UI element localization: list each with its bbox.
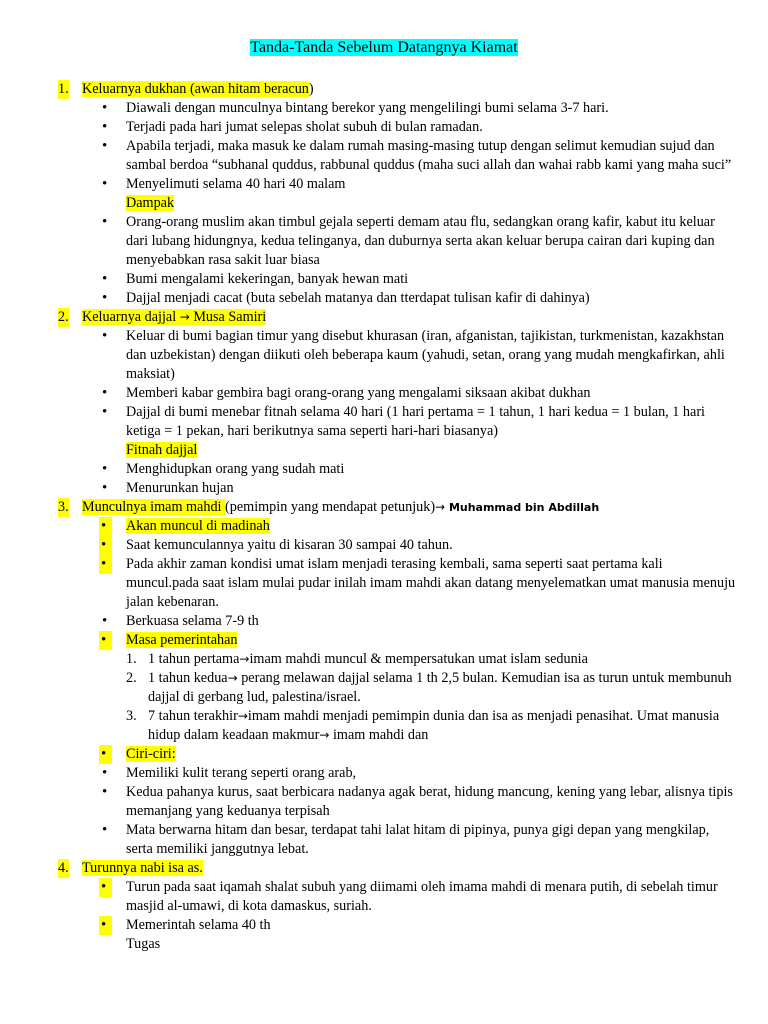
list-item: • Menyelimuti selama 40 hari 40 malam <box>58 175 738 194</box>
list-item-text: Akan muncul di madinah <box>126 518 270 534</box>
list-item: • Orang-orang muslim akan timbul gejala seperti demam atau flu, sedangkan orang kafir, kabut itu keluar dari lubang hidungnya, kedua telinganya, dan duburnya serta akan keluar berupa cairan dari kuping dan menyebabkan rasa sakit luar biasa <box>58 213 738 270</box>
list-item: • Turun pada saat iqamah shalat subuh yang diimami oleh imama mahdi di menara putih, di sebelah timur masjid al-umawi, di kota damaskus, suriah. <box>58 878 738 916</box>
subheading-fitnah <box>58 441 738 460</box>
subheading-tugas: Tugas <box>126 936 161 952</box>
list-item: • Bumi mengalami kekeringan, banyak hewan mati <box>58 270 738 289</box>
list-item-text: Masa pemerintahan <box>126 632 238 648</box>
list-item: • Kedua pahanya kurus, saat berbicara nadanya agak berat, hidung mancung, kening yang lebar, alisnya tipis memanjang yang keduanya terpisah <box>58 783 738 821</box>
list-item <box>58 517 738 536</box>
section-title: Keluarnya dukhan (awan hitam beracun <box>82 81 309 97</box>
item-text: perang melawan dajjal selama 1 th 2,5 bulan. Kemudian isa as turun untuk membunuh dajjal di gerbang lud, palestina/israel. <box>148 670 732 705</box>
list-item: • Diawali dengan munculnya bintang berekor yang mengelilingi bumi selama 3-7 hari. <box>58 99 738 118</box>
item-number: 3. <box>126 708 137 724</box>
section-title-paren: (pemimpin yang mendapat petunjuk) <box>225 499 436 515</box>
section-number: 4. <box>58 860 69 876</box>
item-text: imam mahdi menjadi pemimpin dunia dan isa as menjadi penasihat. Umat manusia hidup dalam keadaan makmur <box>148 708 720 743</box>
subheading-label: Fitnah dajjal <box>126 442 198 458</box>
list-item <box>58 631 738 650</box>
item-text: 1 tahun pertama <box>148 651 240 667</box>
section-2-heading <box>58 308 738 327</box>
numbered-item <box>58 669 738 707</box>
section-title-part: Keluarnya dajjal <box>82 309 180 325</box>
list-item: • Apabila terjadi, maka masuk ke dalam rumah masing-masing tutup dengan selimut kemudian sujud dan sambal berdoa “subhanal quddus, rabbunal quddus (maha suci allah dan wahai rabb kami yang maha suci” <box>58 137 738 175</box>
list-item: • Berkuasa selama 7-9 th <box>58 612 738 631</box>
list-item <box>58 745 738 764</box>
section-1-heading <box>58 80 738 99</box>
section-title-tail: ) <box>308 81 314 97</box>
numbered-item <box>58 650 738 669</box>
arrow-right-icon: → <box>435 500 446 514</box>
list-item: • Pada akhir zaman kondisi umat islam menjadi terasing kembali, sama seperti saat pertama kali muncul.pada saat islam mulai pudar inilah imam mahdi akan datang menyelematkan umat manusia menuju jalan kebenaran. <box>58 555 738 612</box>
section-number: 3. <box>58 499 69 515</box>
document-body <box>58 80 738 954</box>
numbered-item <box>58 707 738 745</box>
section-number: 1. <box>58 81 69 97</box>
list-item: • Menurunkan hujan <box>58 479 738 498</box>
list-item: • Memerintah selama 40 th <box>58 916 738 935</box>
arrow-right-icon: → <box>179 310 190 324</box>
list-item: • Keluar di bumi bagian timur yang disebut khurasan (iran, afganistan, tajikistan, turkmenistan, kazakhstan dan uzbekistan) dengan diikuti oleh beberapa kaum (yahudi, setan, orang yang mudah mengkafirkan, ahli maksiat) <box>58 327 738 384</box>
item-number: 1. <box>126 651 137 667</box>
list-item: • Dajjal menjadi cacat (buta sebelah matanya dan tterdapat tulisan kafir di dahinya) <box>58 289 738 308</box>
subheading-dampak <box>58 194 738 213</box>
arrow-right-icon: → <box>227 671 238 685</box>
section-4-heading <box>58 859 738 878</box>
section-title-name: Muhammad bin Abdillah <box>445 501 600 514</box>
page-title: Tanda-Tanda Sebelum Datangnya Kiamat <box>250 39 518 56</box>
arrow-right-icon: → <box>319 728 330 742</box>
item-text: imam mahdi dan <box>329 727 429 743</box>
list-item-text: Ciri-ciri: <box>126 746 176 762</box>
arrow-right-icon: → <box>237 709 248 723</box>
arrow-right-icon: → <box>239 652 250 666</box>
list-item: • Menghidupkan orang yang sudah mati <box>58 460 738 479</box>
section-title <box>82 309 266 325</box>
title-block <box>0 37 768 58</box>
section-title: Munculnya imam mahdi <box>82 499 226 515</box>
section-3-heading <box>58 498 738 517</box>
section-title-part: Musa Samiri <box>189 309 267 325</box>
section-title: Turunnya nabi isa as. <box>82 860 203 876</box>
item-number: 2. <box>126 670 137 686</box>
list-item: • Mata berwarna hitam dan besar, terdapat tahi lalat hitam di pipinya, punya gigi depan yang mengkilap, serta memiliki janggutnya lebat. <box>58 821 738 859</box>
list-item: • Saat kemunculannya yaitu di kisaran 30 sampai 40 tahun. <box>58 536 738 555</box>
list-item: • Dajjal di bumi menebar fitnah selama 40 hari (1 hari pertama = 1 tahun, 1 hari kedua = 1 bulan, 1 hari ketiga = 1 pekan, hari berikutnya sama seperti hari-hari biasanya) <box>58 403 738 441</box>
list-item: • Memiliki kulit terang seperti orang arab, <box>58 764 738 783</box>
list-item: • Memberi kabar gembira bagi orang-orang yang mengalami siksaan akibat dukhan <box>58 384 738 403</box>
list-item: • Terjadi pada hari jumat selepas sholat subuh di bulan ramadan. <box>58 118 738 137</box>
item-text: imam mahdi muncul & mempersatukan umat islam sedunia <box>249 651 588 667</box>
item-text: 1 tahun kedua <box>148 670 228 686</box>
item-text: 7 tahun terakhir <box>148 708 238 724</box>
section-number: 2. <box>58 309 69 325</box>
subheading-label: Dampak <box>126 195 175 211</box>
